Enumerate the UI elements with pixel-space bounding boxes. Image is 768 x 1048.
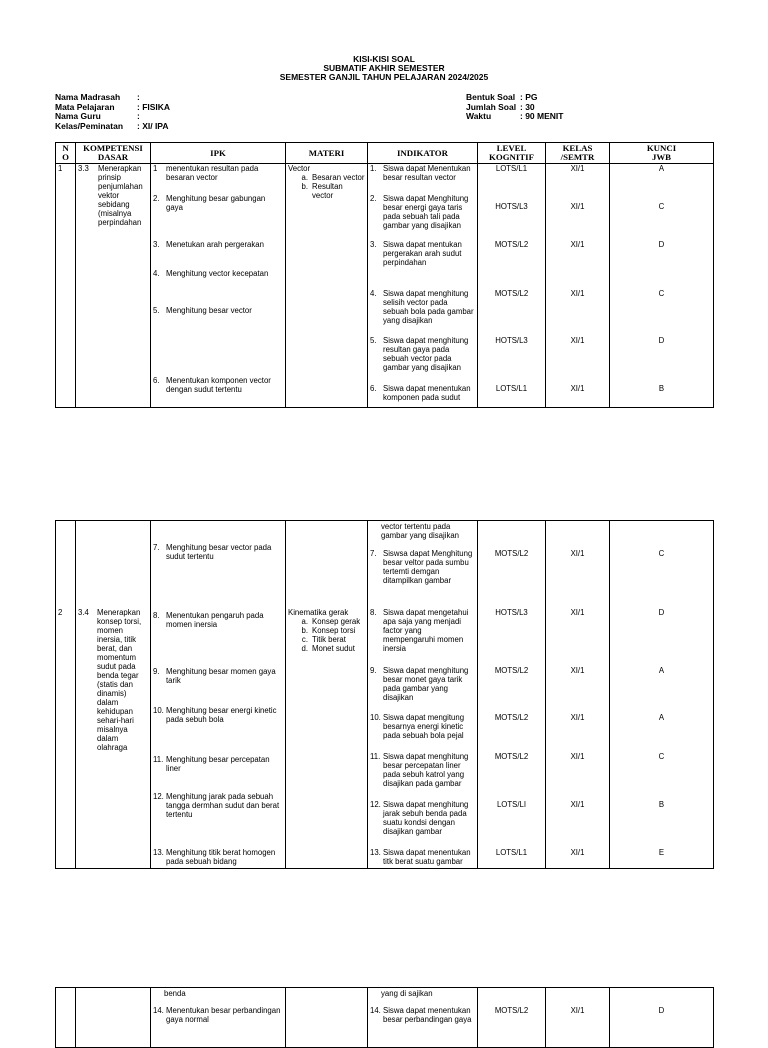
cell-no bbox=[56, 988, 76, 1048]
ipk-item-number: 2. bbox=[153, 194, 160, 203]
kunci-value: E bbox=[658, 848, 665, 857]
materi-item-text: Titik berat bbox=[312, 635, 346, 644]
materi-item-text: Besaran vector bbox=[312, 173, 365, 182]
ipk-item-number: 13. bbox=[153, 848, 164, 857]
indikator-item bbox=[370, 194, 475, 230]
table-row bbox=[56, 988, 714, 1048]
ipk-item bbox=[153, 376, 283, 394]
indikator-item bbox=[370, 164, 475, 182]
kunci-value: C bbox=[658, 549, 665, 558]
level-value: HOTS/L3 bbox=[495, 608, 528, 617]
cell-materi bbox=[286, 521, 368, 869]
kunci-value: B bbox=[658, 384, 665, 393]
kd-text: Menerapkan prinsip penjumlahan vektor sebidang (misalnya perpindahan bbox=[98, 164, 143, 227]
meta-right bbox=[466, 93, 563, 122]
indikator-item-number: 13. bbox=[370, 848, 381, 857]
kelas-value: XI/1 bbox=[570, 800, 585, 809]
indikator-item-number: 6. bbox=[370, 384, 377, 393]
level-value: MOTS/L2 bbox=[494, 240, 529, 249]
ipk-item bbox=[153, 611, 283, 629]
cell-ipk bbox=[151, 988, 286, 1048]
ipk-continuation: benda bbox=[164, 989, 186, 998]
cell-indikator bbox=[368, 521, 478, 869]
kelas-value: XI/1 bbox=[570, 713, 585, 722]
cell-ipk bbox=[151, 164, 286, 408]
indikator-item-number: 9. bbox=[370, 666, 377, 675]
kunci-value: D bbox=[658, 608, 665, 617]
ipk-item-number: 5. bbox=[153, 306, 160, 315]
ipk-item-number: 12. bbox=[153, 792, 164, 801]
ipk-item-text: Menghitung besar energi kinetic pada sebuh bola bbox=[166, 706, 277, 724]
indikator-item-number: 3. bbox=[370, 240, 377, 249]
cell-kelas bbox=[546, 988, 610, 1048]
indikator-item bbox=[370, 289, 475, 325]
ipk-item-text: Menentukan komponen vector dengan sudut tertentu bbox=[166, 376, 271, 394]
cell-kelas bbox=[546, 164, 610, 408]
materi-item bbox=[288, 617, 365, 626]
materi-item-marker: a. bbox=[301, 617, 308, 626]
ipk-item-text: Menghitung besar momen gaya tarik bbox=[166, 667, 276, 685]
level-value: MOTS/L2 bbox=[494, 666, 529, 675]
ipk-item-number: 4. bbox=[153, 269, 160, 278]
indikator-item-text: Siswa dapat menghitung resultan gaya pada sebuah vector pada gambar yang disajikan bbox=[383, 336, 469, 372]
ipk-item-number: 9. bbox=[153, 667, 160, 676]
cell-indikator bbox=[368, 988, 478, 1048]
materi-item-marker: c. bbox=[301, 635, 308, 644]
ipk-item bbox=[153, 269, 283, 278]
cell-level bbox=[478, 521, 546, 869]
kunci-value: C bbox=[658, 202, 665, 211]
level-value: MOTS/L2 bbox=[494, 549, 529, 558]
kisi-table-page1 bbox=[55, 142, 714, 408]
indikator-item-text: Siswa dapat mengitung besarnya energi kinetic pada sebuah bola pejal bbox=[383, 713, 465, 740]
ipk-item bbox=[153, 1006, 283, 1024]
ipk-item-text: Menetukan arah pergerakan bbox=[166, 240, 264, 249]
indikator-item bbox=[370, 384, 475, 402]
ipk-item-text: Menghitung besar vector bbox=[166, 306, 252, 315]
ipk-item-text: menentukan resultan pada besaran vector bbox=[166, 164, 259, 182]
indikator-item-number: 12. bbox=[370, 800, 381, 809]
indikator-item-text: Siswa dapat menghitung besar monet gaya tarik pada gambar yang disajikan bbox=[383, 666, 469, 702]
indikator-item bbox=[370, 608, 475, 653]
kisi-table-page3 bbox=[55, 987, 714, 1048]
col-header-kompetensi: KOMPETENSI DASAR bbox=[76, 143, 151, 164]
indikator-item bbox=[370, 1006, 475, 1024]
ipk-item bbox=[153, 706, 283, 724]
meta-row bbox=[55, 122, 170, 132]
kd-text: Menerapkan konsep torsi, momen inersia, titik berat, dan momentum sudut pada benda tegar (statis dan dinamis) dalam kehidupan sehari-hari misalnya dalam olahraga bbox=[97, 608, 142, 752]
meta-label: Waktu bbox=[466, 111, 492, 121]
materi-item bbox=[288, 626, 365, 635]
ipk-item-number: 14. bbox=[153, 1006, 164, 1015]
indikator-item-text: Siswa dapat menghitung jarak sebuh benda pada suatu kondsi dengan disajikan gambar bbox=[383, 800, 469, 836]
indikator-item-number: 10. bbox=[370, 713, 381, 722]
cell-kunci bbox=[610, 521, 714, 869]
cell-level bbox=[478, 988, 546, 1048]
ipk-item-number: 8. bbox=[153, 611, 160, 620]
ipk-item-number: 10. bbox=[153, 706, 164, 715]
meta-label: Bentuk Soal bbox=[466, 92, 516, 102]
meta-label: Nama Madrasah bbox=[55, 92, 121, 102]
kunci-value: D bbox=[658, 240, 665, 249]
meta-value: : 90 MENIT bbox=[520, 111, 564, 121]
ipk-item bbox=[153, 543, 283, 561]
indikator-item-text: Siswsa dapat Menghitung besar veltor pada sumbu tertemti demgan ditampilkan gambar bbox=[383, 549, 473, 585]
indikator-item bbox=[370, 848, 475, 866]
meta-label: Mata Pelajaran bbox=[55, 101, 115, 112]
ipk-item-text: Menghitung besar percepatan liner bbox=[166, 755, 270, 773]
col-header-kelas: KELAS /SEMTR bbox=[546, 143, 610, 164]
indikator-item-number: 2. bbox=[370, 194, 377, 203]
indikator-item-text: Siswa dapat mengetahui apa saja yang menjadi factor yang mempengaruhi momen inersia bbox=[383, 608, 469, 653]
materi-item-text: Resultan vector bbox=[312, 182, 343, 200]
materi-item bbox=[288, 644, 365, 653]
cell-materi bbox=[286, 988, 368, 1048]
indikator-item bbox=[370, 752, 475, 788]
kelas-value: XI/1 bbox=[570, 608, 585, 617]
ipk-item bbox=[153, 164, 283, 182]
level-value: HOTS/L3 bbox=[495, 202, 528, 211]
ipk-item-text: Menghitung jarak pada sebuah tangga dermhan sudut dan berat tertentu bbox=[166, 792, 280, 819]
indikator-item bbox=[370, 713, 475, 740]
materi-item bbox=[288, 182, 365, 200]
materi-item-text: Konsep torsi bbox=[312, 626, 356, 635]
ipk-item bbox=[153, 240, 283, 249]
kelas-value: XI/1 bbox=[570, 666, 585, 675]
cell-kunci bbox=[610, 988, 714, 1048]
cell-ipk bbox=[151, 521, 286, 869]
meta-value: : 30 bbox=[520, 101, 535, 112]
ipk-item bbox=[153, 194, 283, 212]
meta-left bbox=[55, 93, 170, 131]
level-value: MOTS/L2 bbox=[494, 289, 529, 298]
kunci-value: C bbox=[658, 289, 665, 298]
level-value: MOTS/L2 bbox=[494, 713, 529, 722]
meta-value: : bbox=[137, 111, 140, 121]
ipk-item-number: 11. bbox=[153, 755, 164, 764]
cell-kunci bbox=[610, 164, 714, 408]
indikator-continuation: vector tertentu pada gambar yang disajikan bbox=[381, 522, 460, 540]
ipk-item-number: 3. bbox=[153, 240, 160, 249]
row-number: 2 bbox=[58, 608, 63, 617]
cell-materi bbox=[286, 164, 368, 408]
indikator-item-text: Siswa dapat menentukan komponen pada sudut bbox=[383, 384, 471, 402]
ipk-item-text: Menentukan pengaruh pada momen inersia bbox=[166, 611, 264, 629]
meta-label: Kelas/Peminatan bbox=[55, 120, 124, 131]
kelas-value: XI/1 bbox=[570, 164, 585, 173]
ipk-item bbox=[153, 755, 283, 773]
kelas-value: XI/1 bbox=[570, 549, 585, 558]
indikator-item-number: 7. bbox=[370, 549, 377, 558]
doc-semester-line: SEMESTER GANJIL TAHUN PELAJARAN 2024/2025 bbox=[279, 72, 489, 82]
kunci-value: A bbox=[658, 713, 665, 722]
ipk-item-number: 6. bbox=[153, 376, 160, 385]
indikator-item bbox=[370, 549, 475, 585]
materi-item-marker: a. bbox=[301, 173, 308, 182]
ipk-item bbox=[153, 667, 283, 685]
indikator-item-text: Siswa dapat menentukan titk berat suatu gambar bbox=[383, 848, 471, 866]
meta-label: Jumlah Soal bbox=[466, 101, 517, 112]
cell-no bbox=[56, 521, 76, 869]
ipk-item-number: 7. bbox=[153, 543, 160, 552]
kunci-value: C bbox=[658, 752, 665, 761]
level-value: MOTS/L2 bbox=[494, 752, 529, 761]
level-value: LOTS/L1 bbox=[495, 164, 528, 173]
meta-value: : PG bbox=[520, 92, 538, 102]
level-value: LOTS/LI bbox=[496, 800, 527, 809]
materi-item bbox=[288, 173, 365, 182]
indikator-item bbox=[370, 240, 475, 267]
ipk-item-text: Menghitung vector kecepatan bbox=[166, 269, 269, 278]
cell-kompetensi bbox=[76, 988, 151, 1048]
kd-number: 3.3 bbox=[78, 164, 89, 173]
materi-title: Kinematika gerak bbox=[288, 608, 349, 617]
indikator-item-number: 4. bbox=[370, 289, 377, 298]
indikator-item-number: 1. bbox=[370, 164, 377, 173]
kisi-table-page2 bbox=[55, 520, 714, 869]
cell-no: 1 bbox=[56, 164, 76, 408]
cell-level bbox=[478, 164, 546, 408]
ipk-item-text: Menghitung titik berat homogen pada sebuah bidang bbox=[166, 848, 276, 866]
meta-row bbox=[466, 112, 563, 122]
doc-title: KISI-KISI SOAL bbox=[353, 54, 415, 64]
table-row bbox=[56, 521, 714, 869]
meta-value: : FISIKA bbox=[137, 101, 171, 112]
ipk-item bbox=[153, 792, 283, 819]
ipk-item bbox=[153, 306, 283, 315]
indikator-item-text: Siswa dapat Menentukan besar resultan vector bbox=[383, 164, 471, 182]
level-value: MOTS/L2 bbox=[494, 1006, 529, 1015]
meta-label: Nama Guru bbox=[55, 111, 101, 121]
kelas-value: XI/1 bbox=[570, 289, 585, 298]
materi-title: Vector bbox=[288, 164, 311, 173]
indikator-item-text: Siswa dapat menghitung selisih vector pada sebuah bola pada gambar yang disajikan bbox=[383, 289, 474, 325]
kelas-value: XI/1 bbox=[570, 384, 585, 393]
materi-item-text: Konsep gerak bbox=[312, 617, 361, 626]
indikator-item-number: 8. bbox=[370, 608, 377, 617]
table-header-row bbox=[56, 143, 714, 164]
cell-kompetensi bbox=[76, 164, 151, 408]
kunci-value: A bbox=[658, 164, 665, 173]
col-header-ipk: IPK bbox=[151, 143, 286, 164]
indikator-item-text: Siswa dapat menghitung besar percepatan liner pada sebuh katrol yang disajikan pada gambar bbox=[383, 752, 469, 788]
meta-value: : bbox=[137, 92, 140, 102]
kunci-value: A bbox=[658, 666, 665, 675]
col-header-level: LEVEL KOGNITIF bbox=[478, 143, 546, 164]
level-value: HOTS/L3 bbox=[495, 336, 528, 345]
materi-item-marker: d. bbox=[301, 644, 308, 653]
col-header-materi: MATERI bbox=[286, 143, 368, 164]
level-value: LOTS/L1 bbox=[495, 384, 528, 393]
ipk-item-text: Menghitung besar vector pada sudut tertentu bbox=[166, 543, 272, 561]
indikator-item bbox=[370, 666, 475, 702]
cell-kelas bbox=[546, 521, 610, 869]
materi-item-marker: b. bbox=[301, 182, 308, 191]
ipk-item-text: Menentukan besar perbandingan gaya normal bbox=[166, 1006, 281, 1024]
ipk-item-number: 1 bbox=[153, 164, 158, 173]
kelas-value: XI/1 bbox=[570, 1006, 585, 1015]
kunci-value: D bbox=[658, 336, 665, 345]
doc-subtitle: SUBMATIF AKHIR SEMESTER bbox=[323, 63, 445, 73]
indikator-item-number: 14. bbox=[370, 1006, 381, 1015]
table-row bbox=[56, 164, 714, 408]
indikator-item-text: Siswa dapat menentukan besar perbandingan gaya bbox=[383, 1006, 472, 1024]
meta-value: : XI/ IPA bbox=[137, 120, 169, 131]
indikator-item-number: 5. bbox=[370, 336, 377, 345]
kelas-value: XI/1 bbox=[570, 848, 585, 857]
kunci-value: D bbox=[658, 1006, 665, 1015]
kunci-value: B bbox=[658, 800, 665, 809]
ipk-item-text: Menghitung besar gabungan gaya bbox=[166, 194, 266, 212]
col-header-indikator: INDIKATOR bbox=[368, 143, 478, 164]
kelas-value: XI/1 bbox=[570, 752, 585, 761]
materi-item bbox=[288, 635, 365, 644]
kelas-value: XI/1 bbox=[570, 202, 585, 211]
cell-kompetensi bbox=[76, 521, 151, 869]
level-value: LOTS/L1 bbox=[495, 848, 528, 857]
materi-item-marker: b. bbox=[301, 626, 308, 635]
kelas-value: XI/1 bbox=[570, 336, 585, 345]
cell-indikator bbox=[368, 164, 478, 408]
ipk-item bbox=[153, 848, 283, 866]
indikator-item-text: Siswa dapat Menghitung besar energi gaya taris pada sebuah tali pada gambar yang disajikan bbox=[383, 194, 469, 230]
indikator-item bbox=[370, 800, 475, 836]
kelas-value: XI/1 bbox=[570, 240, 585, 249]
indikator-continuation: yang di sajikan bbox=[381, 989, 433, 998]
indikator-item-text: Siswa dapat mentukan pergerakan arah sudut perpindahan bbox=[383, 240, 462, 267]
materi-item-text: Monet sudut bbox=[312, 644, 355, 653]
indikator-item-number: 11. bbox=[370, 752, 381, 761]
indikator-item bbox=[370, 336, 475, 372]
col-header-no: N O bbox=[56, 143, 76, 164]
kd-number: 3.4 bbox=[78, 608, 89, 617]
col-header-kunci: KUNCI JWB bbox=[610, 143, 714, 164]
